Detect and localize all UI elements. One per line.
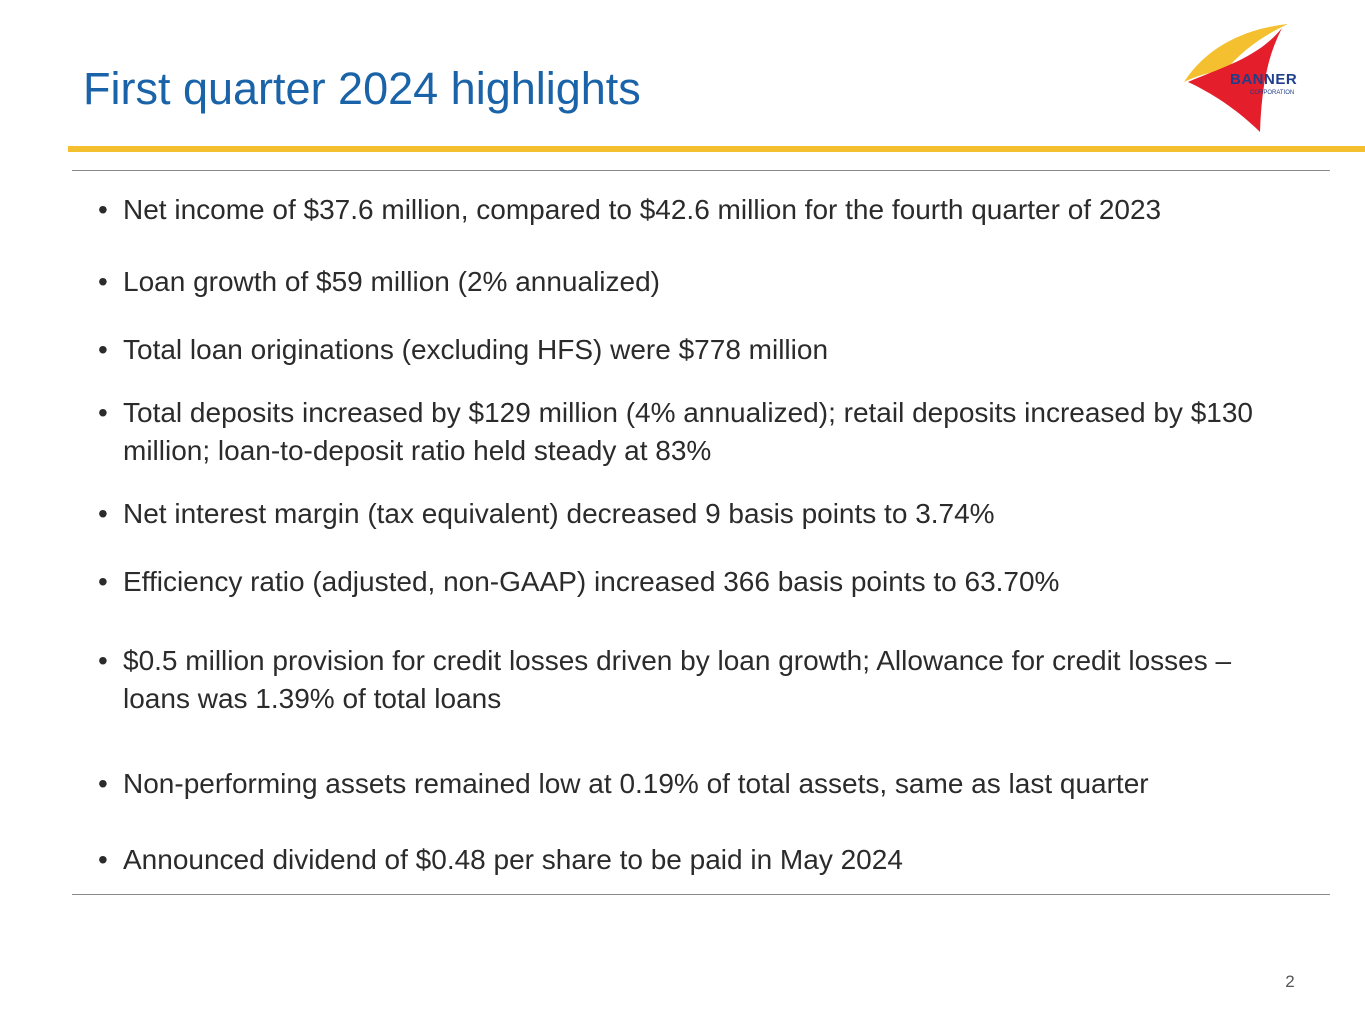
bullet-item [98,331,1318,369]
bullet-item [98,642,1268,718]
bullet-text-efficiency-ratio: Efficiency ratio (adjusted, non-GAAP) increased 366 basis points to 63.70% [123,566,1060,597]
content-top-divider [72,170,1330,171]
bullet-glyph: • [98,334,108,365]
logo-subtitle: CORPORATION [1250,90,1295,96]
logo-wordmark: BANNER [1230,71,1298,88]
bullet-text-loan-originations: Total loan originations (excluding HFS) were $778 million [123,334,829,365]
bullet-glyph: • [98,844,108,875]
bullet-item [98,394,1308,470]
bullet-glyph: • [98,397,108,428]
content-bottom-divider [72,894,1330,895]
bullet-glyph: • [98,194,108,225]
bullet-glyph: • [98,768,108,799]
title-accent-rule [68,146,1365,152]
page-number: 2 [1285,972,1295,991]
bullet-item [98,841,1318,879]
bullet-glyph: • [98,645,108,676]
bullet-text-loan-growth: Loan growth of $59 million (2% annualized) [123,266,660,297]
banner-logo [1180,20,1320,135]
bullet-text-credit-provision: $0.5 million provision for credit losses driven by loan growth; Allowance for credit losses – loans was 1.39% of total loans [123,645,1232,714]
bullet-glyph: • [98,566,108,597]
bullet-text-net-interest-margin: Net interest margin (tax equivalent) decreased 9 basis points to 3.74% [123,498,995,529]
bullet-text-net-income: Net income of $37.6 million, compared to $42.6 million for the fourth quarter of 2023 [123,194,1162,225]
bullet-item [98,263,1318,301]
bullet-item [98,191,1318,229]
bullet-glyph: • [98,266,108,297]
bullet-text-non-performing-assets: Non-performing assets remained low at 0.19% of total assets, same as last quarter [123,768,1149,799]
bullet-item [98,495,1318,533]
slide-title: First quarter 2024 highlights [83,63,641,114]
bullet-item [98,765,1318,803]
bullet-text-dividend: Announced dividend of $0.48 per share to be paid in May 2024 [123,844,903,875]
bullet-text-deposits: Total deposits increased by $129 million (4% annualized); retail deposits increased by $130 million; loan-to-deposit ratio held steady at 83% [123,397,1253,466]
bullet-glyph: • [98,498,108,529]
bullet-item [98,563,1318,601]
